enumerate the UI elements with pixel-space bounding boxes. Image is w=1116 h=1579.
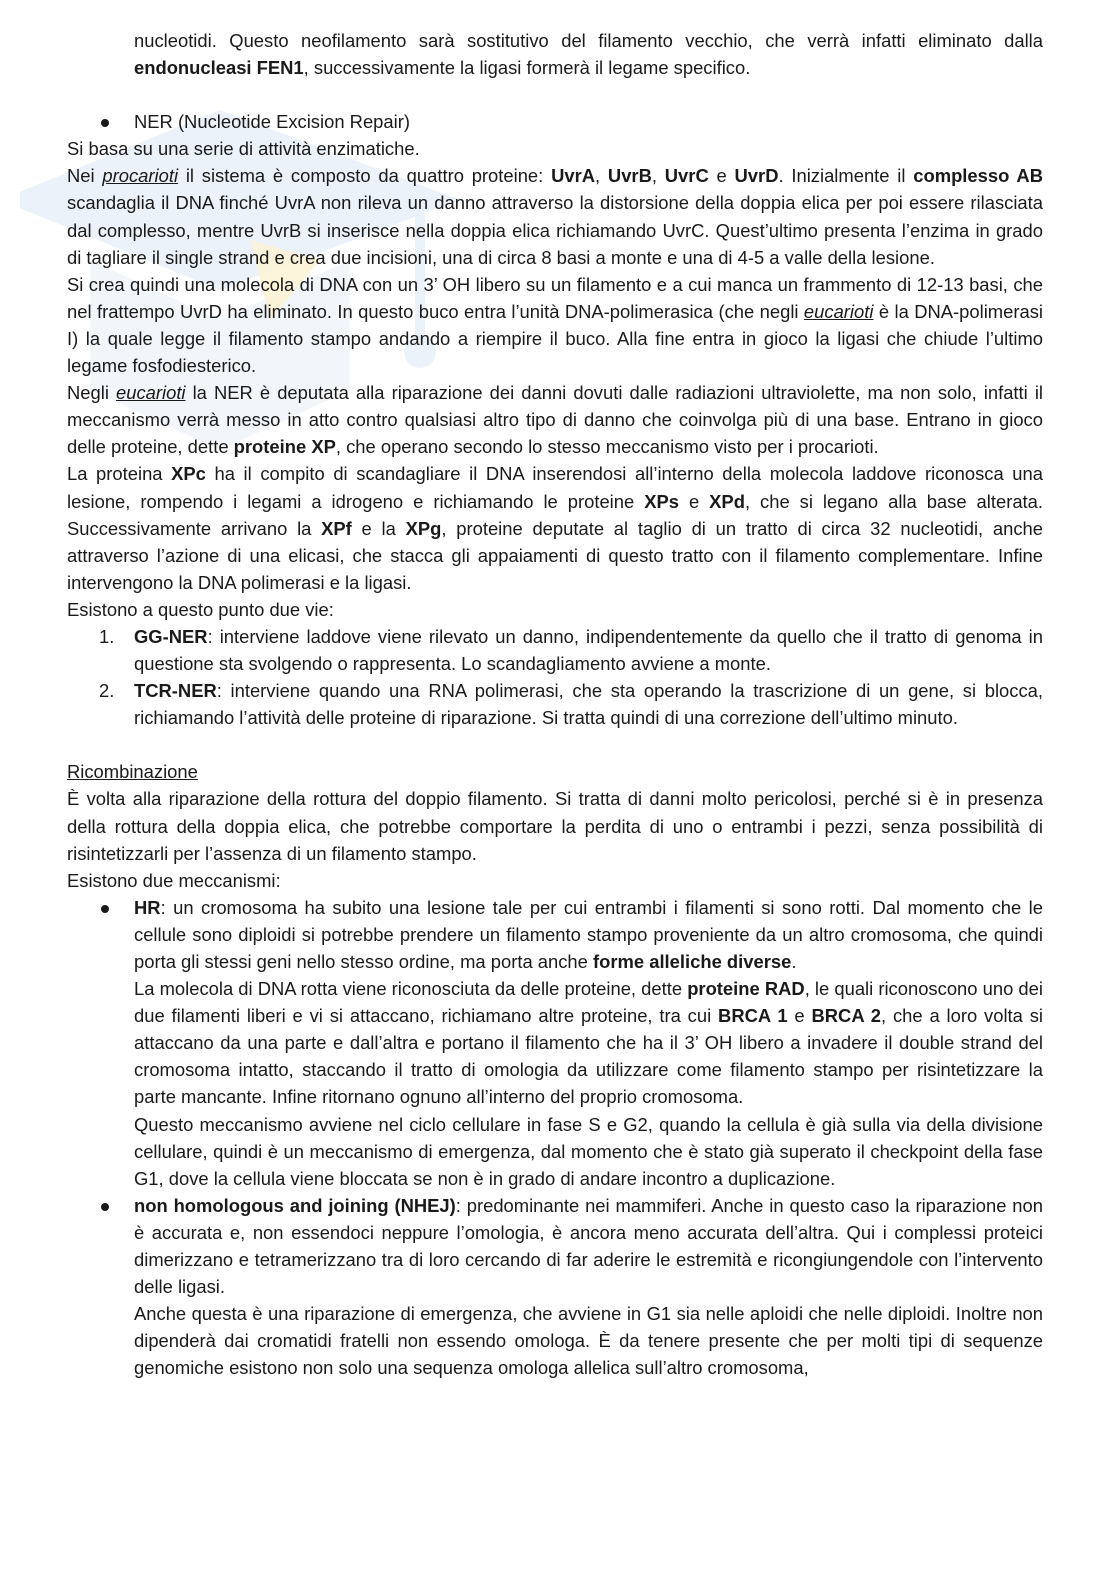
text-run: , che si legano alla base alterata. Successivamente arrivano la bbox=[67, 490, 1044, 539]
text-run: scandaglia il DNA finché UvrA non rileva un danno attraverso la distorsione della doppia elica per poi essere rilasciata dal complesso, mentre UvrB si inserisce nella doppia elica richiamando UvrC. Quest’ultimo presenta l’enzima in grado di tagliare il single strand e crea due incisioni, una di circa 8 basi a monte e una di 4-5 a valle della lesione. bbox=[67, 192, 1043, 268]
list-item-text bbox=[134, 677, 1043, 731]
bold-term: XPs bbox=[644, 490, 679, 512]
bold-term: endonucleasi FEN1 bbox=[134, 57, 304, 79]
bold-term: BRCA 2 bbox=[811, 1005, 881, 1027]
text-run: Negli bbox=[67, 382, 116, 404]
italic-term: eucarioti bbox=[803, 300, 874, 322]
nhej-bullet bbox=[67, 1192, 1043, 1382]
bold-term: UvrB bbox=[607, 165, 652, 187]
text-run: Si crea quindi una molecola di DNA con un 3’ OH libero su un filamento e a cui manca un frammento di 12-13 basi, che nel frattempo UvrD ha eliminato. In questo buco entra l’unità DNA-polimerasica (che negli bbox=[67, 273, 1043, 322]
text-run: La molecola di DNA rotta viene riconosciuta da delle proteine, dette bbox=[134, 978, 688, 1000]
text-run: : interviene quando una RNA polimerasi, che sta operando la trascrizione di un gene, si blocca, richiamando l’attività delle proteine di riparazione. Si tratta quindi di una correzione dell’ultimo minuto. bbox=[134, 680, 1043, 729]
bold-term: complesso AB bbox=[913, 165, 1043, 187]
bold-term: XPf bbox=[321, 517, 352, 539]
ner-paragraph bbox=[67, 162, 1043, 270]
bold-term: BRCA 1 bbox=[718, 1005, 788, 1027]
text-run: e bbox=[708, 165, 735, 187]
bold-term: UvrA bbox=[551, 165, 596, 187]
bullet-dot bbox=[101, 1203, 109, 1211]
bold-term: HR bbox=[134, 896, 161, 918]
text-run: Esistono a questo punto due vie: bbox=[67, 598, 334, 620]
bold-term: XPc bbox=[171, 463, 206, 485]
text-run: . bbox=[791, 951, 797, 972]
text-run: è la DNA-polimerasi I) la quale legge il filamento stampo andando a riempire il buco. Alla fine entra in gioco la ligasi che chiude l’ultimo legame fosfodiesterico. bbox=[67, 300, 1043, 377]
section-heading bbox=[67, 758, 1043, 785]
nhej-paragraph bbox=[134, 1192, 1043, 1300]
text-run: Nei bbox=[67, 165, 103, 187]
hr-paragraph bbox=[134, 975, 1043, 1110]
text-run: ha il compito di scandagliare il DNA inserendosi all’interno della molecola laddove riconosca una lesione, rompendo i legami a idrogeno e richiamando le proteine bbox=[67, 463, 1043, 512]
text-run: il sistema è composto da quattro proteine: bbox=[178, 165, 552, 187]
italic-term: procarioti bbox=[102, 165, 179, 187]
text-run: la NER è deputata alla riparazione dei danni dovuti dalle radiazioni ultraviolette, ma non solo, infatti il meccanismo verrà messo in atto contro qualsiasi altro tipo di danno che coinvolga più di una base. Entrano in gioco delle proteine, dette bbox=[67, 382, 1043, 458]
bold-term: non homologous and joining (NHEJ) bbox=[134, 1194, 456, 1216]
text-run: nucleotidi. Questo neofilamento sarà sostitutivo del filamento vecchio, che verrà infatti eliminato dalla bbox=[134, 30, 1043, 51]
ricombinazione-heading: Ricombinazione bbox=[67, 761, 198, 783]
list-item-text bbox=[134, 623, 1043, 677]
bullet-dot bbox=[101, 905, 109, 913]
text-run: Anche questa è una riparazione di emergenza, che avviene in G1 sia nelle aploidi che nelle diploidi. Inoltre non dipenderà dai cromatidi fratelli non essendo omologa. È da tenere presente che per molti tipi di sequenze genomiche esistono non solo una sequenza omologa allelica sull’altro cromosoma, bbox=[134, 1303, 1043, 1379]
bold-term: GG-NER bbox=[134, 625, 208, 647]
bold-term: TCR-NER bbox=[134, 680, 217, 702]
text-run: : un cromosoma ha subito una lesione tale per cui entrambi i filamenti si sono rotti. Dal momento che le cellule sono diploidi si potrebbe prendere un filamento stampo proveniente da un altro cromosoma, che quindi porta gli stessi geni nello stesso ordine, ma porta anche bbox=[134, 896, 1043, 972]
text-run: , che operano secondo lo stesso meccanismo visto per i procarioti. bbox=[335, 436, 879, 458]
ricomb-paragraph bbox=[67, 867, 1043, 894]
bold-term: proteine XP bbox=[233, 436, 336, 458]
hr-paragraph bbox=[134, 1111, 1043, 1192]
bullet-dot bbox=[101, 119, 109, 127]
list-number: 1. bbox=[99, 625, 115, 647]
hr-paragraph bbox=[134, 894, 1043, 975]
bold-term: proteine RAD bbox=[687, 978, 805, 1000]
text-run: , che a loro volta si attaccano da una parte e dall’altra e portano il filamento che ha il 3’ OH libero a invadere il double strand del cromosoma intatto, staccando il tratto di omologia da utilizzare come filamento stampo per risintetizzare la parte mancante. Infine ritornano ognuno all’interno del proprio cromosoma. bbox=[134, 1005, 1043, 1108]
ner-paragraph bbox=[67, 271, 1043, 379]
text-run: Si basa su una serie di attività enzimatiche. bbox=[67, 138, 420, 160]
text-run: È volta alla riparazione della rottura del doppio filamento. Si tratta di danni molto pericolosi, perché si è in presenza della rottura della doppia elica, che potrebbe comportare la perdita di uno o entrambi i pezzi, senza possibilità di risintetizzarli per l’assenza di un filamento stampo. bbox=[67, 788, 1043, 864]
ner-list-item bbox=[67, 677, 1043, 731]
ner-paragraph bbox=[67, 379, 1043, 460]
ner-paragraph bbox=[67, 135, 1043, 162]
italic-term: eucarioti bbox=[116, 382, 186, 404]
ner-list-item bbox=[67, 623, 1043, 677]
text-run: , bbox=[651, 165, 665, 187]
ner-heading-bullet bbox=[67, 108, 1043, 135]
ner-paragraph bbox=[67, 460, 1043, 595]
text-run: , proteine deputate al taglio di un tratto di circa 32 nucleotidi, anche attraverso l’azione di una elicasi, che stacca gli appaiamenti di questo tratto con il filamento complementare. Infine intervengono la DNA polimerasi e la ligasi. bbox=[67, 517, 1044, 593]
text-run: e la bbox=[351, 517, 406, 539]
text-run: e bbox=[678, 490, 710, 512]
ner-paragraph bbox=[67, 596, 1043, 623]
text-run: : interviene laddove viene rilevato un danno, indipendentemente da quello che il tratto di genoma in questione sta svolgendo o rappresenta. Lo scandagliamento avviene a monte. bbox=[134, 625, 1043, 675]
nhej-paragraph bbox=[134, 1300, 1043, 1381]
bold-term: UvrD bbox=[734, 165, 779, 187]
bold-term: XPd bbox=[709, 490, 745, 512]
text-run: , bbox=[595, 165, 608, 187]
intro-paragraph bbox=[67, 27, 1043, 81]
text-run: , successivamente la ligasi formerà il legame specifico. bbox=[303, 57, 751, 79]
text-run: , le quali riconoscono uno dei due filamenti liberi e vi si attaccano, richiamano altre proteine, tra cui bbox=[134, 978, 1043, 1027]
ner-heading: NER (Nucleotide Excision Repair) bbox=[134, 111, 410, 133]
bold-term: XPg bbox=[405, 517, 442, 539]
text-run: Esistono due meccanismi: bbox=[67, 869, 281, 891]
bold-term: forme alleliche diverse bbox=[593, 951, 792, 972]
bold-term: UvrC bbox=[664, 165, 709, 187]
text-run: La proteina bbox=[67, 463, 172, 485]
text-run: . Inizialmente il bbox=[778, 165, 914, 187]
document-page bbox=[67, 27, 1043, 1382]
hr-bullet bbox=[67, 894, 1043, 1192]
list-number: 2. bbox=[99, 680, 115, 702]
text-run: : predominante nei mammiferi. Anche in questo caso la riparazione non è accurata e, non essendoci neppure l’omologia, è ancora meno accurata dell’altra. Qui i complessi proteici dimerizzano e tetramerizzano tra di loro cercando di far aderire le estremità e ricongiungendole con l’intervento delle ligasi. bbox=[134, 1194, 1043, 1298]
text-run: e bbox=[787, 1005, 812, 1027]
text-run: Questo meccanismo avviene nel ciclo cellulare in fase S e G2, quando la cellula è già sulla via della divisione cellulare, quindi è un meccanismo di emergenza, dal momento che è stato già superato il checkpoint della fase G1, dove la cellula viene bloccata se non è in grado di andare incontro a duplicazione. bbox=[134, 1113, 1043, 1189]
ricomb-paragraph bbox=[67, 785, 1043, 866]
